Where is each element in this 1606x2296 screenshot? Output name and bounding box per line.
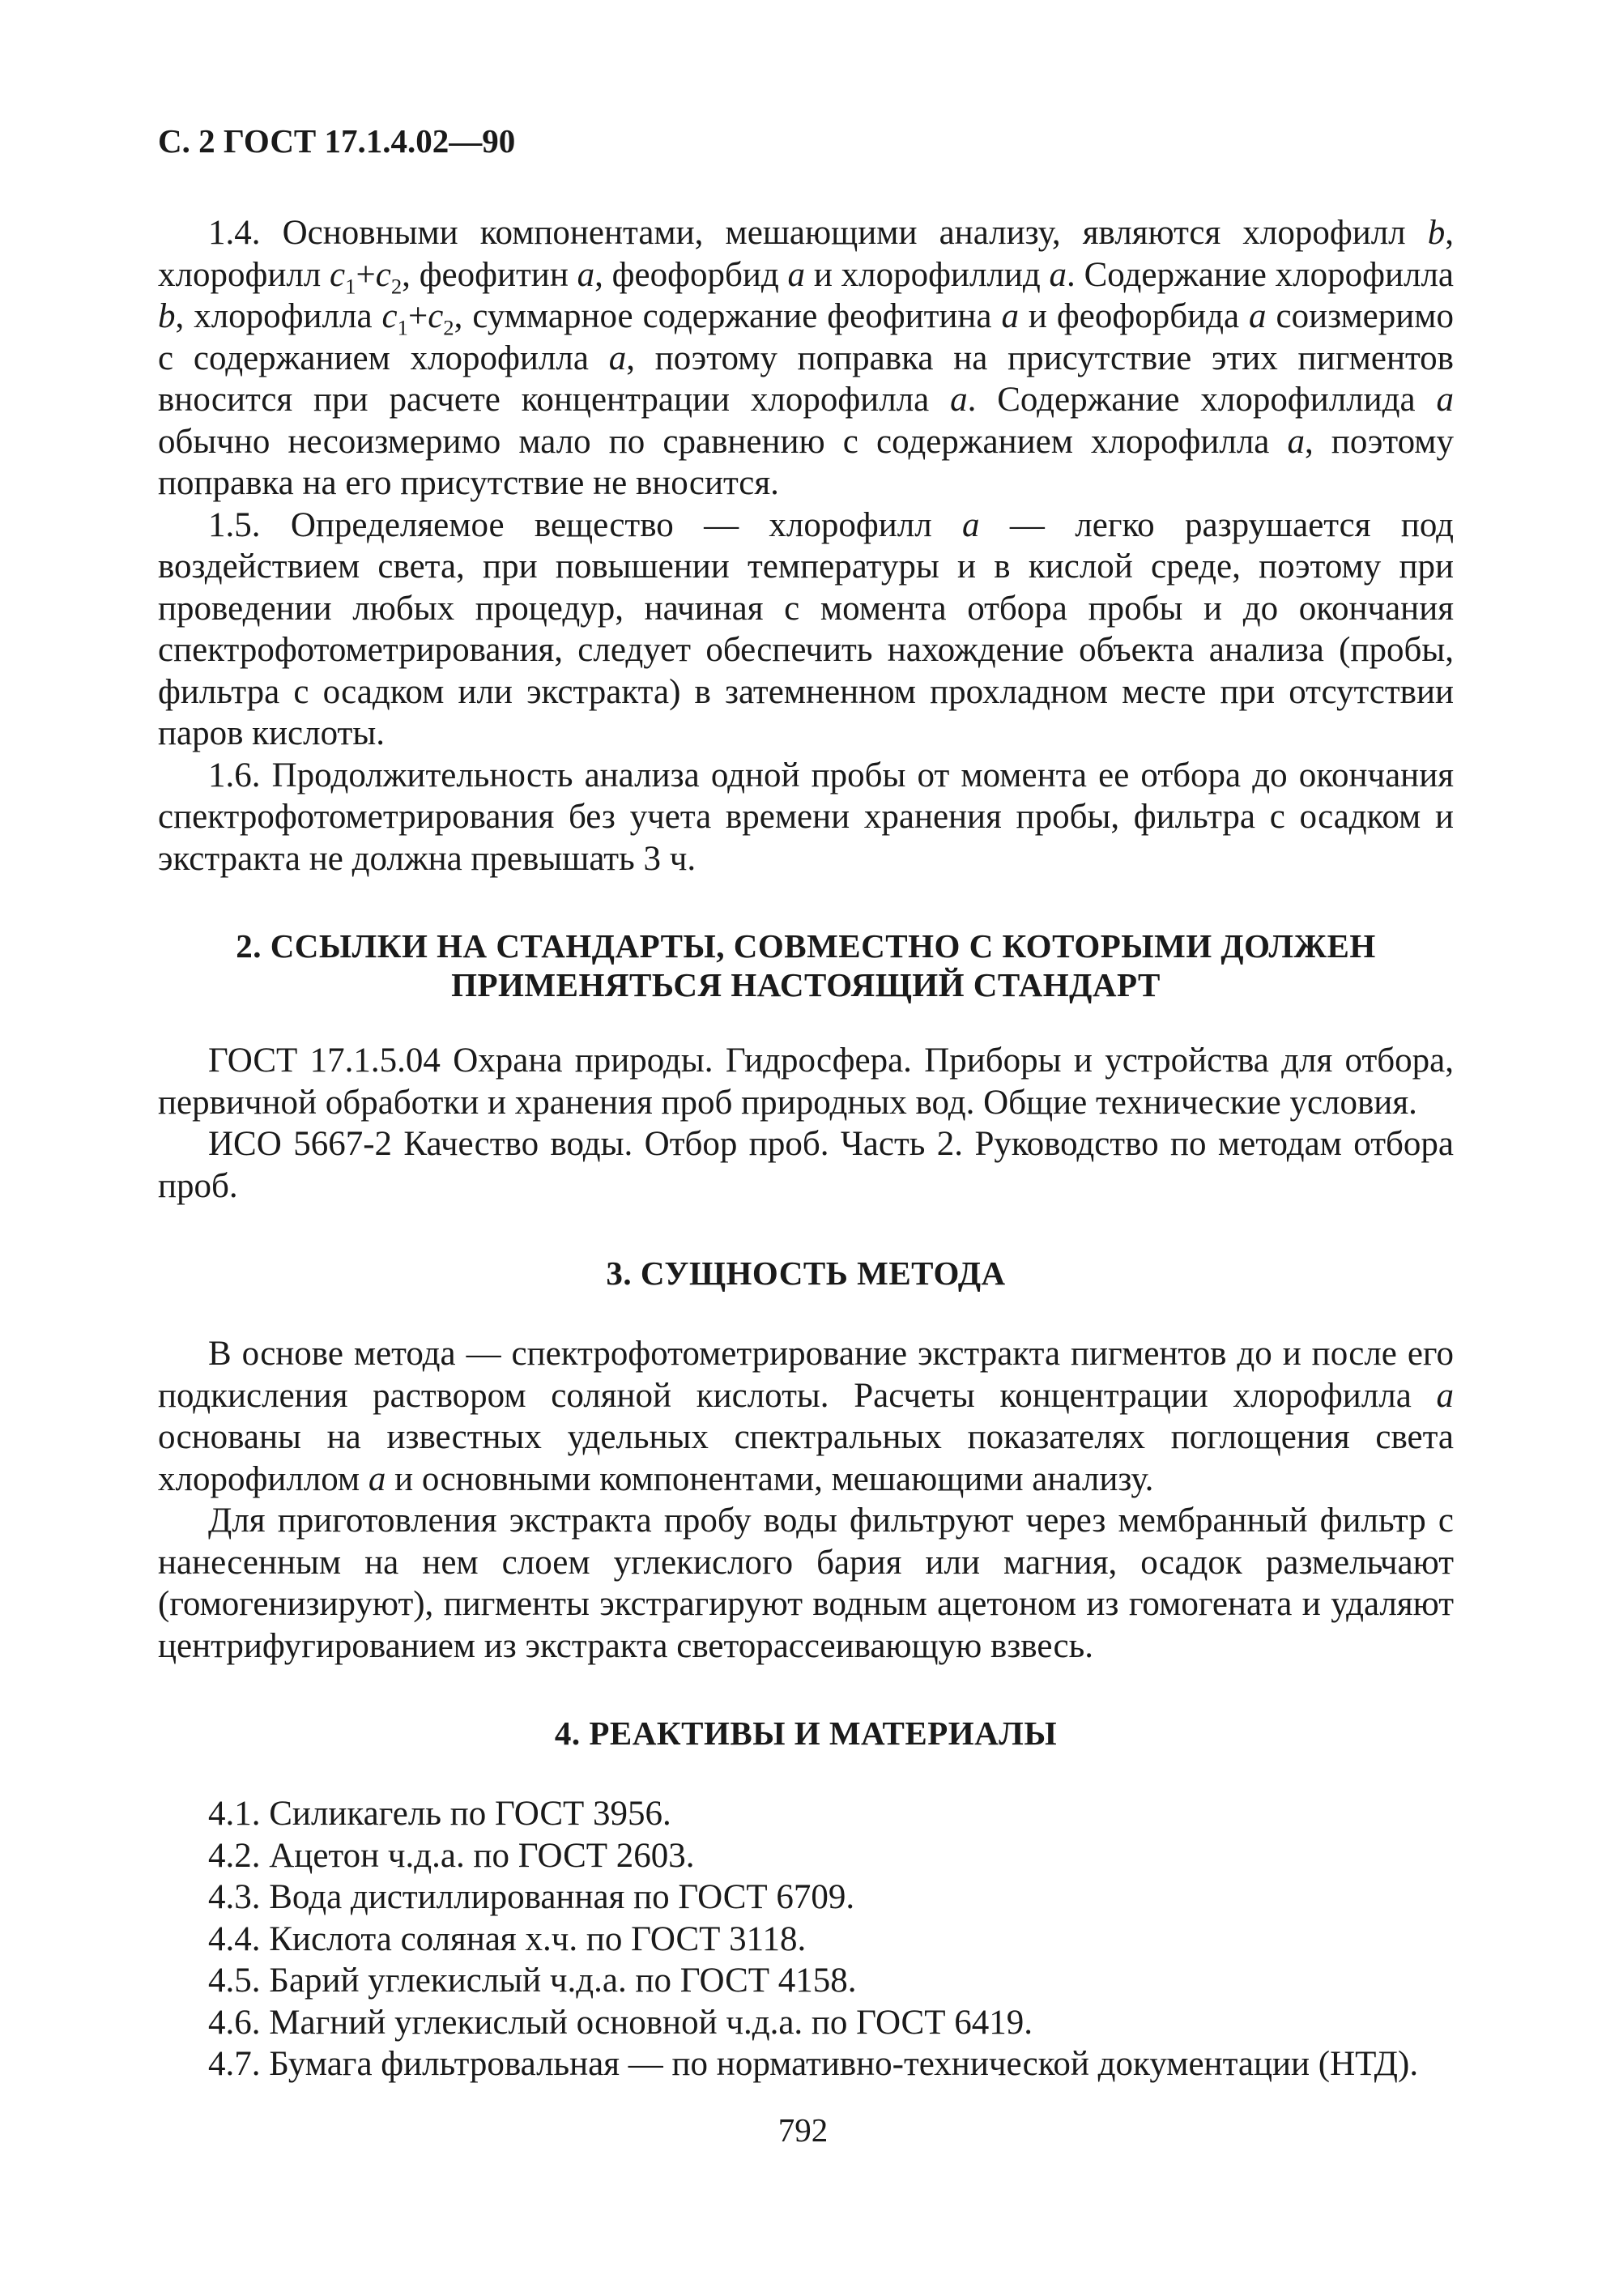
reference-gost: ГОСТ 17.1.5.04 Охрана природы. Гидросфера. Приборы и устройства для отбора, первичной обработки и хранения проб природных вод. Общие технические условия. xyxy=(158,1042,1454,1122)
page-header: С. 2 ГОСТ 17.1.4.02—90 xyxy=(158,122,516,160)
section-3-paragraph-1: В основе метода — спектрофотометрирование экстракта пигментов до и после его подкисления раствором соляной кислоты. Расчеты концентрации хлорофилла a основаны на известных удельных спектральных показателях поглощения света хлорофиллом a и основными компонентами, мешающими анализу. xyxy=(158,1335,1454,1498)
list-item: 4.7. Бумага фильтровальная — по нормативно-технической документации (НТД). xyxy=(208,2045,1419,2083)
section-4-title: 4. РЕАКТИВЫ И МАТЕРИАЛЫ xyxy=(554,1715,1058,1752)
section-3-paragraph-2: Для приготовления экстракта пробу воды фильтруют через мембранный фильтр с нанесенным на нем слоем углекислого бария или магния, осадок размельчают (гомогенизируют), пигменты экстрагируют водным ацетоном из гомогената и удаляют центрифугированием из экстракта светорассеивающую взвесь. xyxy=(158,1502,1454,1665)
reference-iso: ИСО 5667-2 Качество воды. Отбор проб. Часть 2. Руководство по методам отбора проб. xyxy=(158,1125,1454,1205)
section-3 xyxy=(158,1254,1454,1667)
section-3-title: 3. СУЩНОСТЬ МЕТОДА xyxy=(606,1254,1006,1292)
list-item: 4.3. Вода дистиллированная по ГОСТ 6709. xyxy=(208,1878,855,1916)
list-item: 4.5. Барий углекислый ч.д.а. по ГОСТ 4158. xyxy=(208,1962,857,2000)
document-page xyxy=(158,121,1454,2085)
paragraph-1-6: 1.6. Продолжительность анализа одной пробы от момента ее отбора до окончания спектрофотометрирования без учета времени хранения пробы, фильтра с осадком и экстракта не должна превышать 3 ч. xyxy=(158,756,1454,878)
section-4 xyxy=(158,1714,1454,2085)
list-item: 4.4. Кислота соляная х.ч. по ГОСТ 3118. xyxy=(208,1919,807,1958)
list-item: 4.1. Силикагель по ГОСТ 3956. xyxy=(208,1795,671,1833)
paragraph-1-4: 1.4. Основными компонентами, мешающими анализу, являются хлорофилл b, хлорофилл $c_1+c_2$, феофитин a, феофорбид a и хлорофиллид a. Содержание хлорофилла b, хлорофилла $c_1+c_2$, суммарное содержание феофитина a и феофорбида a соизмеримо с содержанием хлорофилла a, поэтому поправка на присутствие этих пигментов вносится при расчете концентрации хлорофилла a. Содержание хлорофиллида a обычно несоизмеримо мало по сравнению с содержанием хлорофилла a, поэтому поправка на его присутствие не вносится. xyxy=(158,214,1455,502)
list-item: 4.6. Магний углекислый основной ч.д.а. по ГОСТ 6419. xyxy=(208,2003,1033,2042)
list-item: 4.2. Ацетон ч.д.а. по ГОСТ 2603. xyxy=(208,1836,695,1875)
section-2-title: 2. ССЫЛКИ НА СТАНДАРТЫ, СОВМЕСТНО С КОТОРЫМИ ДОЛЖЕН ПРИМЕНЯТЬСЯ НАСТОЯЩИЙ СТАНДАРТ xyxy=(236,927,1376,1003)
page-number: 792 xyxy=(777,2111,829,2149)
paragraph-1-5: 1.5. Определяемое вещество — хлорофилл a — легко разрушается под воздействием света, при повышении температуры и в кислой среде, поэтому при проведении любых процедур, начиная с момента отбора пробы и до окончания спектрофотометрирования, следует обеспечить нахождение объекта анализа (пробы, фильтра с осадком или экстракта) в затемненном прохладном месте при отсутствии паров кислоты. xyxy=(158,505,1454,752)
section-2 xyxy=(158,926,1454,1207)
